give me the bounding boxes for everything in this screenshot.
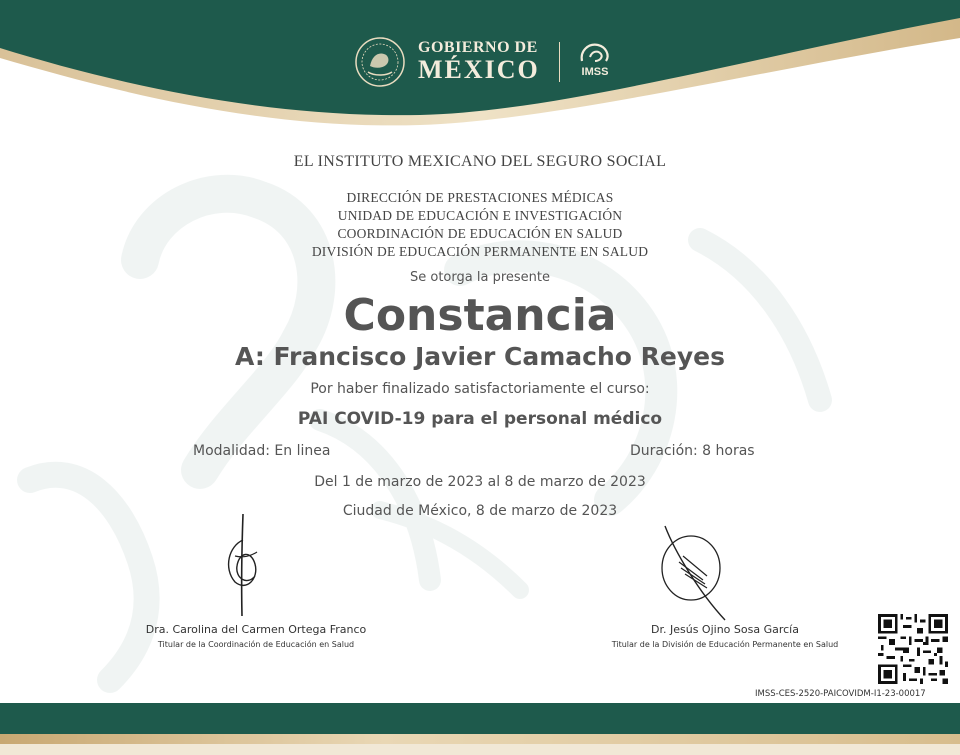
directorate-line: UNIDAD DE EDUCACIÓN E INVESTIGACIÓN	[337, 208, 623, 223]
signatory-2-title: Titular de la División de Educación Permanente en Salud	[611, 640, 839, 649]
recipient-name: A: Francisco Javier Camacho Reyes	[235, 342, 725, 371]
signatory-1-title: Titular de la Coordinación de Educación en Salud	[157, 640, 355, 649]
course-dates: Del 1 de marzo de 2023 al 8 de marzo de 2023	[314, 474, 646, 490]
place-and-date: Ciudad de México, 8 de marzo de 2023	[342, 503, 618, 519]
modality-text: Modalidad: En linea	[193, 443, 331, 459]
duration-text: Duración: 8 horas	[630, 443, 755, 459]
imss-logo-icon	[578, 41, 612, 65]
certificate-title: Constancia	[343, 290, 617, 341]
mexico-seal-icon	[354, 36, 406, 88]
directorate-line: DIRECCIÓN DE PRESTACIONES MÉDICAS	[346, 190, 614, 205]
brand-divider	[559, 42, 560, 82]
folio-number: IMSS-CES-2520-PAICOVIDM-I1-23-00017	[755, 689, 926, 699]
qr-code-icon	[878, 614, 948, 684]
footer-cream-band	[0, 744, 960, 755]
course-name: PAI COVID-19 para el personal médico	[297, 409, 663, 429]
footer-gold-band	[0, 734, 960, 744]
reason-text: Por haber finalizado satisfactoriamente el curso:	[310, 381, 650, 397]
signature-1-icon	[215, 512, 275, 618]
signatory-1-name: Dra. Carolina del Carmen Ortega Franco	[145, 623, 367, 636]
imss-logo-text: IMSS	[581, 66, 609, 78]
signatory-2-name: Dr. Jesús Ojino Sosa García	[651, 623, 799, 636]
brand-line-2: MÉXICO	[418, 55, 540, 84]
footer-green-band	[0, 703, 960, 734]
signature-2-icon	[655, 522, 731, 622]
directorate-line: DIVISIÓN DE EDUCACIÓN PERMANENTE EN SALUD	[311, 244, 649, 259]
brand-line-1: GOBIERNO DE	[418, 39, 538, 56]
institute-name: EL INSTITUTO MEXICANO DEL SEGURO SOCIAL	[293, 153, 667, 170]
directorate-line: COORDINACIÓN DE EDUCACIÓN EN SALUD	[337, 226, 623, 241]
intro-text: Se otorga la presente	[410, 270, 550, 285]
